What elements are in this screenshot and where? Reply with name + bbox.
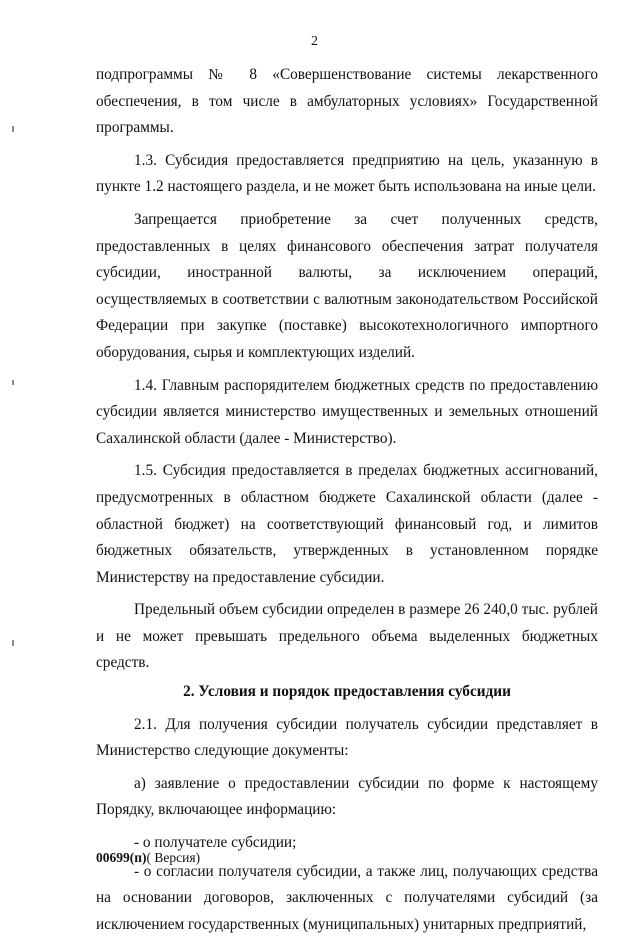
scan-mark	[12, 380, 14, 385]
scan-mark	[12, 640, 14, 646]
paragraph-1-5: 1.5. Субсидия предоставляется в пределах бюджетных ассигнований, предусмотренных в областном бюджете Сахалинской области (далее - областной бюджет) на соответствующий финансовый год, и лимитов бюджетных обязательств, утвержденных в установленном порядке Министерству на предоставление субсидии.	[96, 462, 598, 586]
paragraph-prohibition: Запрещается приобретение за счет полученных средств, предоставленных в целях финансового обеспечения затрат получателя субсидии, иностранной валюты, за исключением операций, осуществляемых в соответствии с валютным законодательством Российской Федерации при закупке (поставке) высокотехнологичного импортного оборудования, сырья и комплектующих изделий.	[96, 210, 598, 361]
paragraph-1-4: 1.4. Главным распорядителем бюджетных средств по предоставлению субсидии является министерство имущественных и земельных отношений Сахалинской области (далее - Министерство).	[96, 376, 598, 447]
scan-mark	[12, 126, 14, 132]
paragraph-bullet-recipient: - о получателе субсидии;	[134, 834, 297, 852]
footer-version: ( Версия)	[146, 850, 201, 865]
paragraph-limit: Предельный объем субсидии определен в размере 26 240,0 тыс. рублей и не может превышать предельного объема выделенных бюджетных средств.	[96, 601, 598, 672]
section-heading: 2. Условия и порядок предоставления субсидии	[183, 683, 511, 701]
paragraph-1-3: 1.3. Субсидия предоставляется предприятию на цель, указанную в пункте 1.2 настоящего раздела, и не может быть использована на иные цели.	[96, 151, 598, 196]
paragraph-bullet-consent: - о согласии получателя субсидии, а также лиц, получающих средства на основании договоров, заключенных с получателями субсидий (за исключением государственных (муниципальных) унитарных предприятий,	[96, 862, 598, 933]
document-body	[96, 62, 598, 944]
paragraph-2-1: 2.1. Для получения субсидии получатель субсидии представляет в Министерство следующие документы:	[96, 715, 598, 760]
document-footer	[96, 850, 200, 866]
page-number: 2	[311, 34, 318, 49]
paragraph-continuation: подпрограммы № 8 «Совершенствование системы лекарственного обеспечения, в том числе в амбулаторных условиях» Государственной программы.	[96, 66, 598, 137]
footer-code: 00699(п)	[96, 850, 147, 865]
paragraph-item-a: а) заявление о предоставлении субсидии по форме к настоящему Порядку, включающее информацию:	[96, 774, 598, 819]
